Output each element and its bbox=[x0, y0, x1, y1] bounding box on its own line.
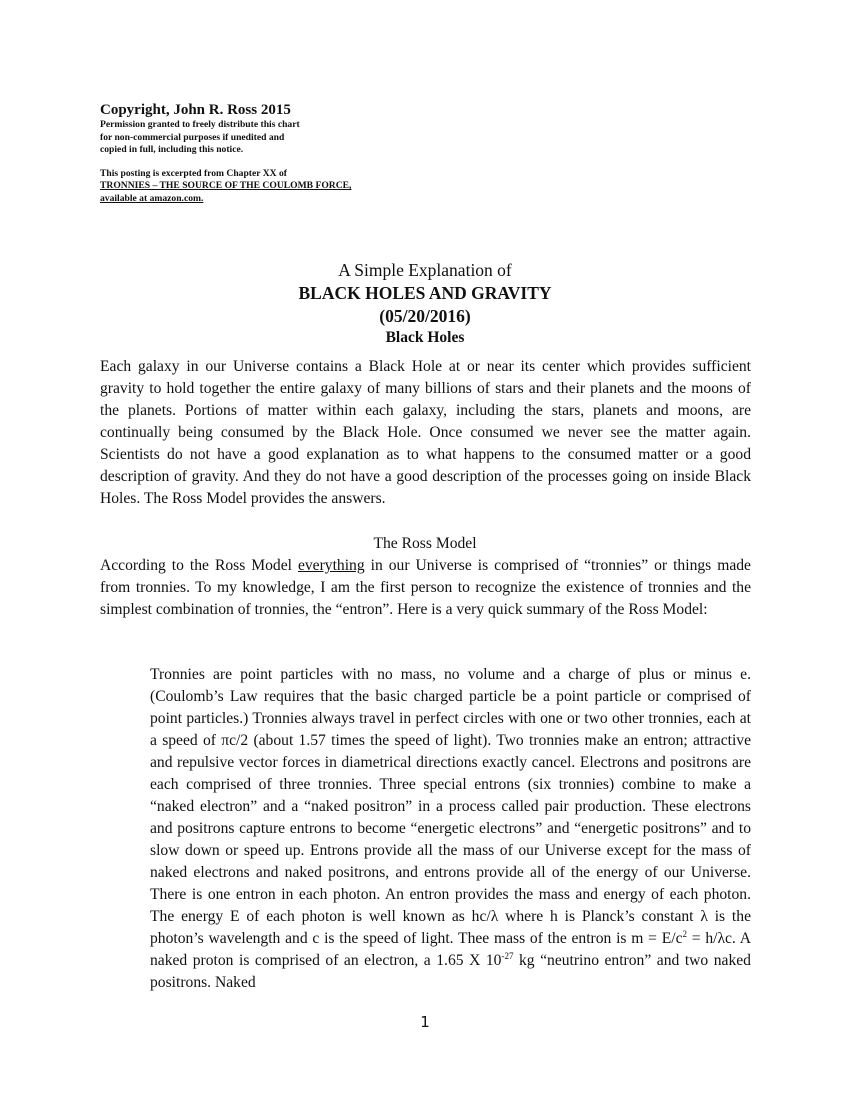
intro-text: According to the Ross Model bbox=[100, 557, 298, 574]
title-line-2: BLACK HOLES AND GRAVITY bbox=[298, 283, 552, 303]
section-heading-black-holes: Black Holes bbox=[385, 329, 465, 346]
black-holes-paragraph: Each galaxy in our Universe contains a Black Hole at or near its center which provides sufficient gravity to hold together the entire galaxy of many billions of stars and their planets and the moons of the planets. Portions of matter within each galaxy, including the stars, planets and moons, are continually being consumed by the Black Hole. Once consumed we never see the matter again. Scientists do not have a good explanation as to what happens to the consumed matter or a good description of gravity. And they do not have a good description of the processes going on inside Black Holes. The Ross Model provides the answers. bbox=[100, 358, 751, 507]
permission-line: copied in full, including this notice. bbox=[100, 144, 244, 155]
book-title-link[interactable]: TRONNIES – THE SOURCE OF THE COULOMB FORCE, bbox=[100, 180, 352, 191]
document-title bbox=[100, 259, 750, 348]
section-heading-ross-model: The Ross Model bbox=[373, 535, 477, 552]
permission-line: for non-commercial purposes if unedited and bbox=[100, 131, 285, 143]
superscript: 2 bbox=[682, 928, 687, 939]
intro-text: in our Universe is comprised of “tronnies” or things made from tronnies. To my knowledge, I am the first person to recognize the existence of tronnies and the simplest combination of tronnies, the “entron”. Here is a very quick summary of the Ross Model: bbox=[100, 557, 751, 618]
excerpt-line: This posting is excerpted from Chapter XX of bbox=[100, 167, 287, 179]
title-date: (05/20/2016) bbox=[379, 306, 471, 326]
amazon-link[interactable]: available at amazon.com. bbox=[100, 192, 204, 204]
intro-emphasis: everything bbox=[297, 557, 365, 574]
summary-text: Tronnies are point particles with no mass, no volume and a charge of plus or minus e. (Coulomb’s Law requires that the basic charged particle be a point particle or comprised of point particles.) Tronnies always travel in perfect circles with one or two other tronnies, each at a speed of πc/2 (about 1.57 times the speed of light). Two tronnies make an entron; attractive and repulsive vector forces in diametrical directions exactly cancel. Electrons and positrons are each comprised of three tronnies. Three special entrons (six tronnies) combine to make a “naked electron” and a “naked positron” in a process called pair production. These electrons and positrons capture entrons to become “energetic electrons” and “energetic positrons” and to slow down or speed up. Entrons provide all the mass of our Universe except for the mass of naked electrons and naked positrons, and entrons provide all of the energy of our Universe. There is one entron in each photon. An entron provides the mass and energy of each photon. The energy E of each photon is well known as hc/λ where h is Planck’s constant λ is the photon’s wavelength and c is the speed of light. Thee mass of the entron is m = E/c bbox=[150, 666, 751, 947]
copyright-title: Copyright, John R. Ross 2015 bbox=[100, 102, 291, 118]
ross-model-intro bbox=[100, 555, 751, 621]
ross-model-summary bbox=[150, 664, 751, 994]
summary-text: kg “neutrino entron” and two naked positrons. Naked bbox=[150, 952, 751, 991]
title-line-1: A Simple Explanation of bbox=[338, 260, 512, 280]
copyright-notice bbox=[100, 101, 420, 205]
page-number: 1 bbox=[420, 1013, 430, 1031]
summary-text: = h/λc. A naked proton is comprised of an electron, a 1.65 X 10 bbox=[150, 930, 751, 969]
superscript: -27 bbox=[501, 950, 514, 961]
permission-line: Permission granted to freely distribute this chart bbox=[100, 119, 300, 130]
